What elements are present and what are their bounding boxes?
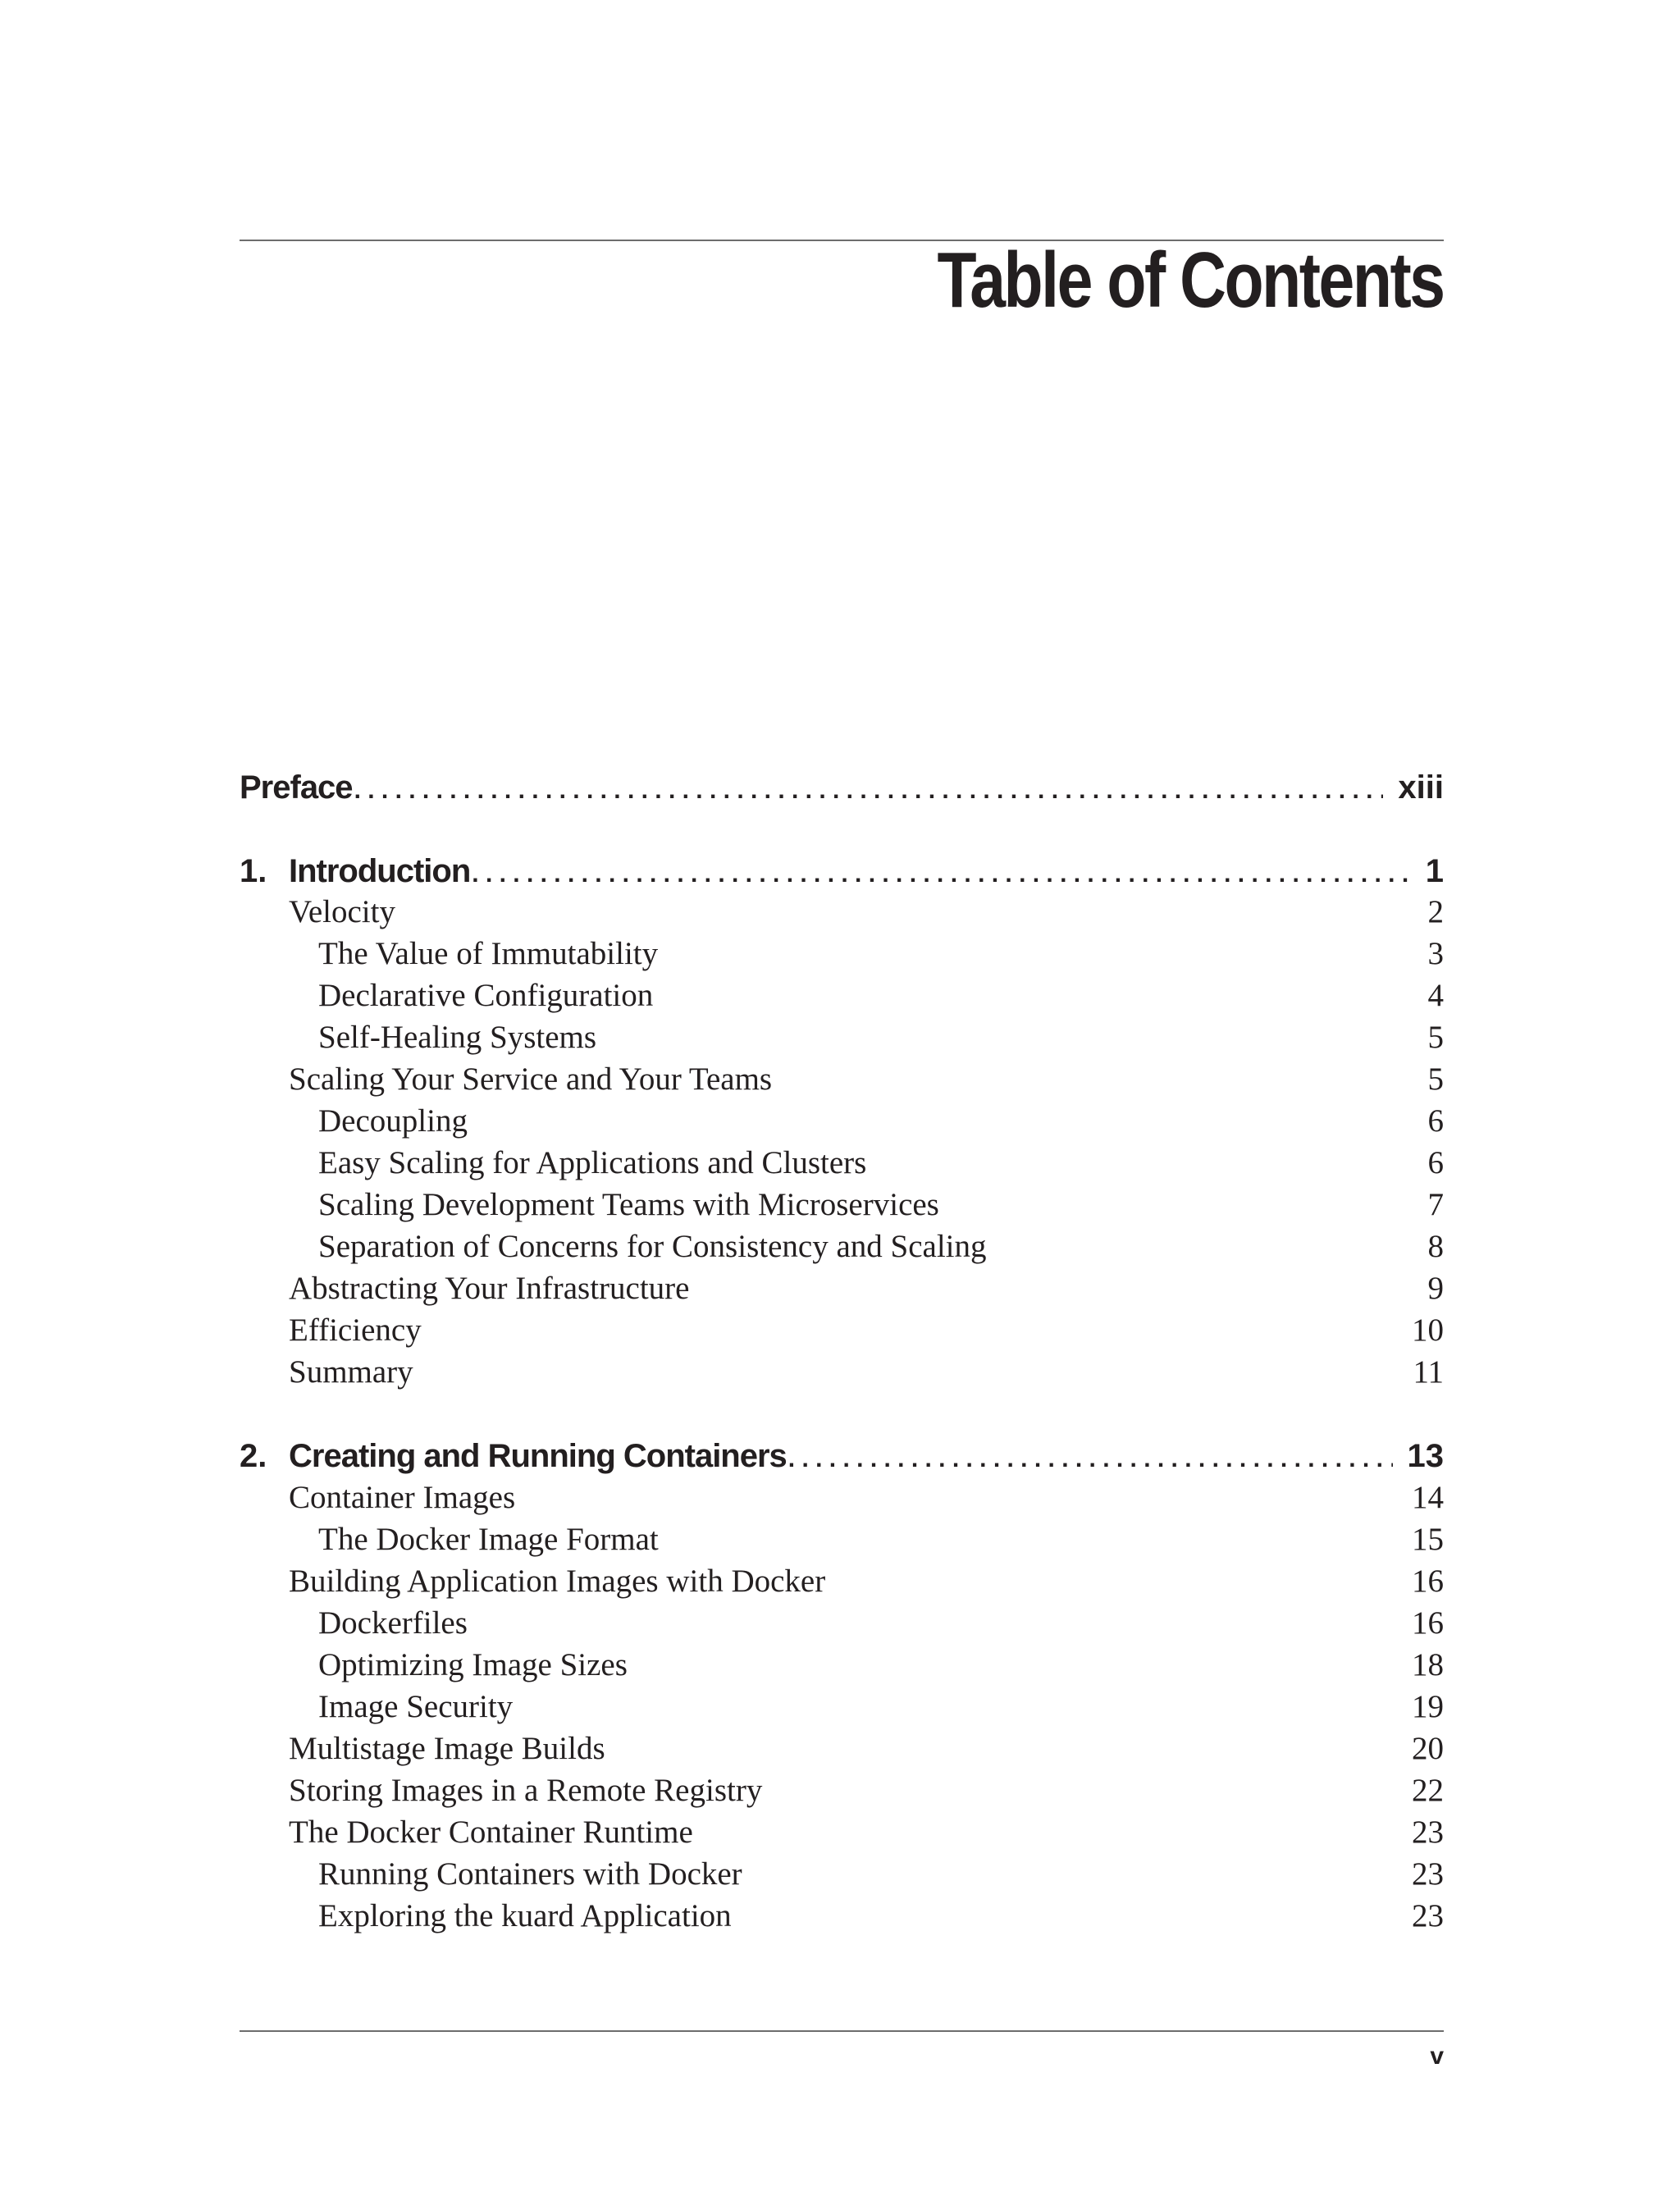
toc-entry-title: Running Containers with Docker [318,1856,742,1892]
toc-entry[interactable] [318,1142,1444,1184]
toc-entry[interactable] [289,1811,1444,1853]
toc-entry-page: 9 [1427,1271,1444,1306]
chapter-page: 1 [1425,853,1444,889]
toc-entry-page: 7 [1427,1187,1444,1222]
toc-entry-page: 16 [1412,1564,1444,1599]
toc-chapter-1[interactable] [240,847,1444,896]
toc-entry-title: Container Images [289,1480,516,1515]
toc-entry-page: 8 [1427,1229,1444,1264]
toc-entry-title: Declarative Configuration [318,978,654,1013]
toc-entry-page: 20 [1412,1731,1444,1766]
toc-entry-title: Decoupling [318,1103,468,1139]
toc-entry-title: Exploring the kuard Application [318,1898,732,1933]
toc-entry[interactable] [289,1769,1444,1811]
toc-entry-title: Easy Scaling for Applications and Clusters [318,1145,867,1180]
toc-entry-title: Efficiency [289,1312,422,1348]
toc-entry-page: 6 [1427,1103,1444,1139]
page-folio: v [1430,2043,1444,2070]
bottom-rule [240,2030,1444,2032]
toc-entry-page: 16 [1412,1605,1444,1641]
toc-entry-title: Multistage Image Builds [289,1731,605,1766]
toc-entry-title: Self-Healing Systems [318,1020,597,1055]
toc-entry-page: 15 [1412,1522,1444,1557]
toc-entry-title: Scaling Your Service and Your Teams [289,1061,773,1097]
toc-entry-page: 4 [1427,978,1444,1013]
toc-entry[interactable] [318,1686,1444,1728]
toc-entry-page: 22 [1412,1773,1444,1808]
toc-entry[interactable] [289,1560,1444,1602]
toc-entry[interactable] [318,1016,1444,1058]
toc-entry-page: 10 [1412,1312,1444,1348]
toc-entry-page: 23 [1412,1898,1444,1933]
toc-entry-page: 6 [1427,1145,1444,1180]
toc-entry-page: 14 [1412,1480,1444,1515]
toc-entry-title: Building Application Images with Docker [289,1564,826,1599]
toc-entry[interactable] [318,1602,1444,1644]
toc-entry-page: 2 [1427,894,1444,929]
toc-entry[interactable] [289,1728,1444,1769]
toc-entry[interactable] [289,891,1444,933]
toc-entry-title: Dockerfiles [318,1605,468,1641]
toc-entry-title: The Docker Image Format [318,1522,659,1557]
toc-entry-page: 23 [1412,1856,1444,1892]
toc-entry-title: The Docker Container Runtime [289,1815,693,1850]
toc-entry[interactable] [318,1184,1444,1226]
page-title: Table of Contents [937,236,1444,324]
toc-entry-page: 5 [1427,1061,1444,1097]
chapter-number: 2. [240,1438,267,1474]
toc-entry-page: 19 [1412,1689,1444,1724]
toc-preface-title: Preface [240,769,353,806]
toc-entry[interactable] [318,1518,1444,1560]
toc-entry[interactable] [289,1477,1444,1518]
toc-entry-title: Image Security [318,1689,514,1724]
toc-entry[interactable] [289,1309,1444,1351]
toc-entry-title: The Value of Immutability [318,936,659,971]
toc-entry-title: Optimizing Image Sizes [318,1647,628,1682]
toc-entry-title: Storing Images in a Remote Registry [289,1773,763,1808]
toc-entry[interactable] [318,975,1444,1016]
chapter-title: Creating and Running Containers [289,1438,787,1474]
toc-entry[interactable] [318,933,1444,975]
toc-entry-title: Separation of Concerns for Consistency and Scaling [318,1229,987,1264]
toc-entry-page: 5 [1427,1020,1444,1055]
toc-preface[interactable] [240,763,1444,812]
toc-entry[interactable] [289,1267,1444,1309]
toc-entry[interactable] [318,1895,1444,1937]
dot-leader [354,766,1384,815]
chapter-page: 13 [1407,1438,1444,1474]
toc-entry[interactable] [318,1853,1444,1895]
toc-entry-title: Abstracting Your Infrastructure [289,1271,690,1306]
toc-entry-page: 23 [1412,1815,1444,1850]
toc-preface-page: xiii [1398,769,1444,806]
toc-entry-page: 18 [1412,1647,1444,1682]
toc-entry-title: Velocity [289,894,395,929]
toc-entry-page: 11 [1413,1354,1444,1390]
toc-entry[interactable] [318,1644,1444,1686]
toc-entry-title: Scaling Development Teams with Microservices [318,1187,939,1222]
toc-entry-page: 3 [1427,936,1444,971]
toc-entry[interactable] [289,1058,1444,1100]
toc-entry-title: Summary [289,1354,413,1390]
chapter-title: Introduction [289,853,471,889]
toc-entry[interactable] [318,1226,1444,1267]
toc-entry[interactable] [318,1100,1444,1142]
chapter-number: 1. [240,853,267,889]
toc-chapter-2[interactable] [240,1431,1444,1481]
toc-entry[interactable] [289,1351,1444,1393]
